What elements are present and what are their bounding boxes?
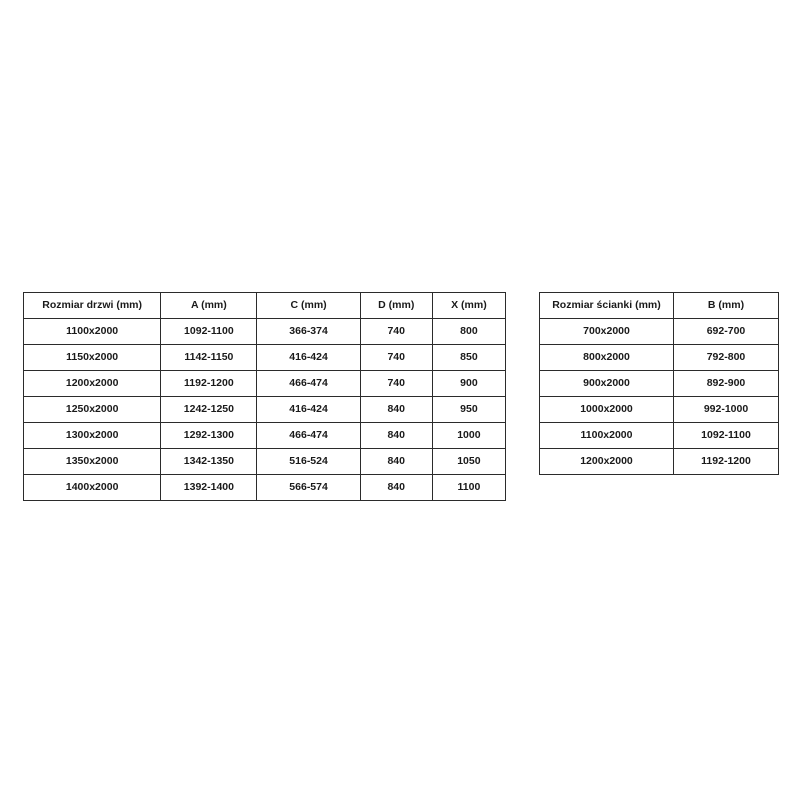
cell-x: 1000: [432, 423, 505, 449]
cell-wall-size: 900x2000: [540, 371, 674, 397]
table-row: [24, 423, 506, 449]
cell-door-size: 1100x2000: [24, 319, 161, 345]
cell-b: 1092-1100: [674, 423, 779, 449]
cell-c: 466-474: [257, 423, 360, 449]
cell-b: 892-900: [674, 371, 779, 397]
cell-d: 840: [360, 423, 432, 449]
cell-x: 1050: [432, 449, 505, 475]
table-row: [540, 423, 779, 449]
table-row: [540, 449, 779, 475]
walls-dimensions-table: [539, 292, 779, 475]
cell-d: 740: [360, 345, 432, 371]
column-header-c: C (mm): [257, 293, 360, 319]
cell-door-size: 1250x2000: [24, 397, 161, 423]
cell-b: 692-700: [674, 319, 779, 345]
column-header-a: A (mm): [161, 293, 257, 319]
cell-c: 366-374: [257, 319, 360, 345]
table-header-row: [540, 293, 779, 319]
cell-x: 850: [432, 345, 505, 371]
table-row: [24, 475, 506, 501]
cell-c: 566-574: [257, 475, 360, 501]
cell-a: 1142-1150: [161, 345, 257, 371]
cell-wall-size: 1000x2000: [540, 397, 674, 423]
cell-wall-size: 1100x2000: [540, 423, 674, 449]
cell-door-size: 1350x2000: [24, 449, 161, 475]
cell-c: 416-424: [257, 397, 360, 423]
cell-x: 1100: [432, 475, 505, 501]
column-header-b: B (mm): [674, 293, 779, 319]
column-header-door-size: Rozmiar drzwi (mm): [24, 293, 161, 319]
table-row: [24, 449, 506, 475]
cell-a: 1342-1350: [161, 449, 257, 475]
cell-door-size: 1150x2000: [24, 345, 161, 371]
table-row: [540, 319, 779, 345]
cell-d: 840: [360, 449, 432, 475]
table-row: [24, 319, 506, 345]
table-row: [540, 345, 779, 371]
table-row: [24, 397, 506, 423]
cell-a: 1242-1250: [161, 397, 257, 423]
column-header-wall-size: Rozmiar ścianki (mm): [540, 293, 674, 319]
cell-c: 516-524: [257, 449, 360, 475]
cell-door-size: 1200x2000: [24, 371, 161, 397]
column-header-x: X (mm): [432, 293, 505, 319]
cell-wall-size: 1200x2000: [540, 449, 674, 475]
table-row: [24, 345, 506, 371]
column-header-d: D (mm): [360, 293, 432, 319]
cell-b: 1192-1200: [674, 449, 779, 475]
walls-dimensions-table-container: [539, 292, 778, 475]
cell-a: 1092-1100: [161, 319, 257, 345]
table-row: [24, 371, 506, 397]
cell-b: 792-800: [674, 345, 779, 371]
cell-c: 466-474: [257, 371, 360, 397]
cell-door-size: 1300x2000: [24, 423, 161, 449]
doors-dimensions-table-container: [23, 292, 506, 501]
cell-a: 1392-1400: [161, 475, 257, 501]
cell-wall-size: 700x2000: [540, 319, 674, 345]
cell-d: 840: [360, 397, 432, 423]
cell-c: 416-424: [257, 345, 360, 371]
cell-d: 740: [360, 319, 432, 345]
cell-b: 992-1000: [674, 397, 779, 423]
table-row: [540, 397, 779, 423]
cell-x: 950: [432, 397, 505, 423]
table-header-row: [24, 293, 506, 319]
doors-dimensions-table: [23, 292, 506, 501]
cell-d: 740: [360, 371, 432, 397]
cell-door-size: 1400x2000: [24, 475, 161, 501]
cell-x: 800: [432, 319, 505, 345]
cell-a: 1292-1300: [161, 423, 257, 449]
cell-wall-size: 800x2000: [540, 345, 674, 371]
cell-a: 1192-1200: [161, 371, 257, 397]
cell-d: 840: [360, 475, 432, 501]
table-row: [540, 371, 779, 397]
cell-x: 900: [432, 371, 505, 397]
